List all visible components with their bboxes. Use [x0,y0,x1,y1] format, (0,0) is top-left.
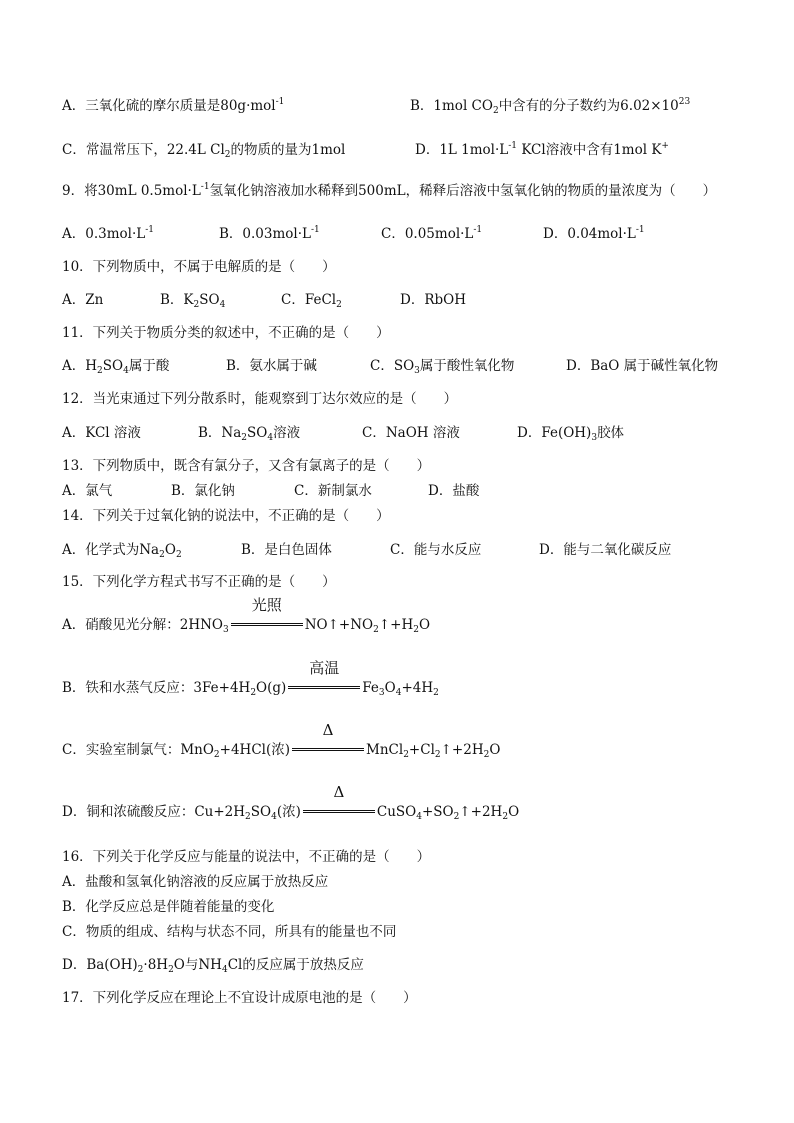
q13-option-a: A．氯气 [62,483,113,499]
reaction-arrow: Δ [303,803,375,821]
q9-option-b: B．$0.03mol\cdot L^{-1}$ [219,225,320,242]
q10-option-d: D．RbOH [400,292,466,308]
q16-stem: 16．下列关于化学反应与能量的说法中，不正确的是（ ） [62,849,431,865]
reaction-arrow: Δ [292,741,364,759]
q14-stem: 14．下列关于过氧化钠的说法中，不正确的是（ ） [62,508,390,524]
q15-option-a: A．硝酸见光分解：$2HNO_3$ 光照 $NO↑+NO_2↑+H_2O$ [62,596,431,635]
q15-option-b: B．铁和水蒸气反应：$3Fe+4H_2O(g)$ 高温 $Fe_3O_4+4H_2$ [62,659,439,698]
reaction-arrow: 高温 [288,679,360,697]
q11-option-a: A．$H_2SO_4$属于酸 [62,358,170,376]
q9-stem: 9．将30mL $0.5mol\cdot L^{-1}$氢氧化钠溶液加水稀释到500mL，稀释后溶液中氢氧化钠的物质的量浓度为（ ） [62,182,717,199]
q12-option-a: A．KCl 溶液 [62,425,141,441]
q9-option-c: C．$0.05mol\cdot L^{-1}$ [381,225,483,242]
q13-option-c: C．新制氯水 [294,483,372,499]
q17-stem: 17．下列化学反应在理论上不宜设计成原电池的是（ ） [62,990,417,1006]
reaction-arrow: 光照 [231,616,303,634]
q14-option-a: A．化学式为$Na_2O_2$ [62,542,182,560]
q14-option-c: C．能与水反应 [390,542,482,558]
q9-option-d: D．$0.04mol\cdot L^{-1}$ [543,225,645,242]
q8-option-d: D．1L $1mol\cdot L^{-1}$ KCl溶液中含有1mol K+ [415,141,669,158]
q15-option-c: C．实验室制氯气：MnO$_2$+4HCl(浓) Δ $MnCl_2+Cl_2↑+2H_2O$ [62,721,501,760]
q16-option-a: A．盐酸和氢氧化钠溶液的反应属于放热反应 [62,874,329,890]
q10-option-a: A．Zn [62,292,104,308]
q16-option-c: C．物质的组成、结构与状态不同，所具有的能量也不同 [62,924,397,940]
q8-option-a: A．三氧化硫的摩尔质量是80g·mol$^{-1}$ [62,97,285,114]
q8-option-b: B．1mol $CO_2$中含有的分子数约为$6.02\times 10^{23}$ [410,97,691,116]
q10-option-b: B．$K_2SO_4$ [160,292,226,310]
q14-option-b: B．是白色固体 [241,542,332,558]
q13-stem: 13．下列物质中，既含有氯分子，又含有氯离子的是（ ） [62,458,431,474]
q11-option-d: D．BaO 属于碱性氧化物 [566,358,719,374]
q12-option-d: D．$Fe(OH)_3$胶体 [517,425,625,443]
q14-option-d: D．能与二氧化碳反应 [539,542,672,558]
q10-stem: 10．下列物质中，不属于电解质的是（ ） [62,259,336,275]
q9-option-a: A．$0.3mol\cdot L^{-1}$ [62,225,155,242]
q16-option-d: D．$Ba(OH)_2\cdot 8H_2O$与$NH_4Cl$的反应属于放热反应 [62,957,364,975]
q11-stem: 11．下列关于物质分类的叙述中，不正确的是（ ） [62,325,390,341]
q8-option-c: C．常温常压下，22.4L $Cl_2$的物质的量为1mol [62,142,346,160]
q12-option-c: C．NaOH 溶液 [362,425,460,441]
q16-option-b: B．化学反应总是伴随着能量的变化 [62,899,275,915]
q11-option-c: C．$SO_3$属于酸性氧化物 [370,358,515,376]
q13-option-b: B．氯化钠 [171,483,235,499]
q12-stem: 12．当光束通过下列分散系时，能观察到丁达尔效应的是（ ） [62,391,458,407]
q13-option-d: D．盐酸 [428,483,480,499]
q15-option-d: D．铜和浓硫酸反应：$Cu+2H_2SO_4$(浓) Δ $CuSO_4+SO_2↑+2H_2O$ [62,783,520,822]
q10-option-c: C．FeCl$_2$ [281,292,342,310]
q12-option-b: B．$Na_2SO_4$溶液 [198,425,301,443]
q15-stem: 15．下列化学方程式书写不正确的是（ ） [62,574,336,590]
q11-option-b: B．氨水属于碱 [226,358,317,374]
